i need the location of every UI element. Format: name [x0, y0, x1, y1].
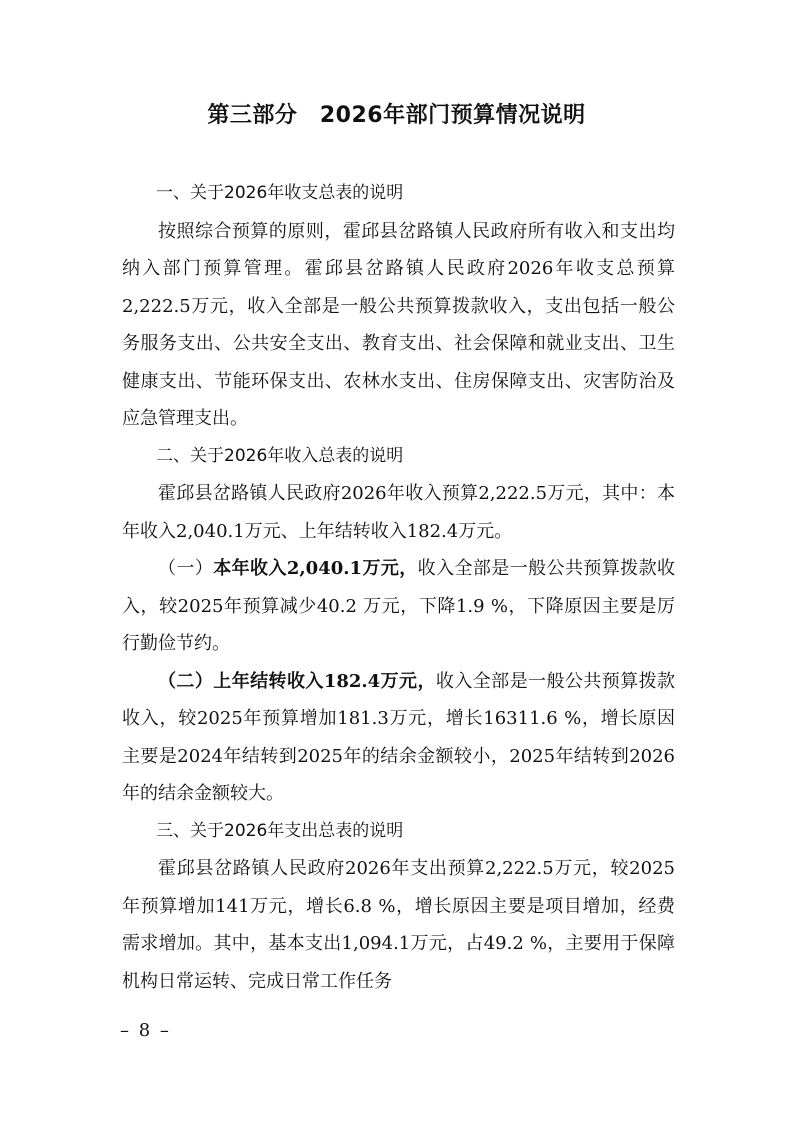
- section-2-heading: 二、关于2026年收入总表的说明: [156, 445, 404, 466]
- section-1-paragraph: 按照综合预算的原则，霍邱县岔路镇人民政府所有收入和支出均纳入部门预算管理。霍邱县岔路镇人民政府2026年收支总预算2,222.5万元，收入全部是一般公共预算拨款收入，支出包括一般公务服务支出、公共安全支出、教育支出、社会保障和就业支出、卫生健康支出、节能环保支出、农林水支出、住房保障支出、灾害防治及应急管理支出。: [122, 220, 675, 429]
- sub-2-rest: 收入全部是一般公共预算拨款收入，较2025年预算增加181.3万元，增长16311.6 %，增长原因主要是2024年结转到2025年的结余金额较小，2025年结转到2026年的结余金额较大。: [122, 670, 675, 804]
- section-2-sub-1: [122, 550, 675, 663]
- section-1-heading: 一、关于2026年收支总表的说明: [156, 183, 404, 203]
- section-3-paragraph: 霍邱县岔路镇人民政府2026年支出预算2,222.5万元，较2025年预算增加141万元，增长6.8 %，增长原因主要是项目增加，经费需求增加。其中，基本支出1,094.1万元，占49.2 %，主要用于保障机构日常运转、完成日常工作任务: [122, 858, 675, 992]
- document-body: [122, 175, 675, 1000]
- section-2-paragraph: 霍邱县岔路镇人民政府2026年收入预算2,222.5万元，其中：本年收入2,040.1万元、上年结转收入182.4万元。: [122, 483, 675, 542]
- sub-1-bold: 本年收入2,040.1万元，: [213, 558, 418, 579]
- page-title: 第三部分 2026年部门预算情况说明: [207, 103, 586, 128]
- sub-2-bold: （二）上年结转收入182.4万元，: [158, 670, 436, 692]
- page-number: – 8 –: [120, 1020, 171, 1041]
- sub-1-prefix: （一）: [158, 558, 214, 579]
- section-3-heading: 三、关于2026年支出总表的说明: [156, 820, 404, 841]
- sub-1-rest: 收入全部是一般公共预算拨款收入，较2025年预算减少40.2 万元，下降1.9 %，下降原因主要是厉行勤俭节约。: [122, 558, 676, 654]
- section-2-sub-2: [122, 663, 675, 813]
